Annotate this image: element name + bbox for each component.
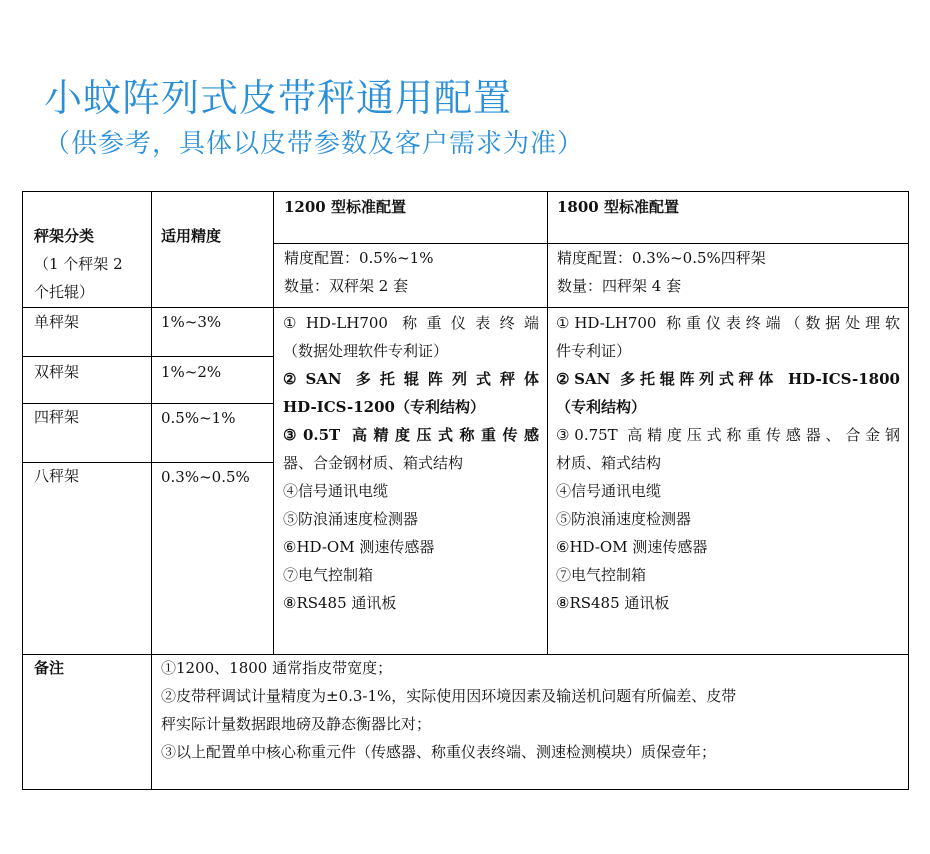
list-item: 件专利证） [556,342,632,360]
list-item: （专利结构） [556,398,647,416]
remark-item: ②皮带秤调试计量精度为±0.3-1%，实际使用因环境因素及输送机问题有所偏差、皮带 [161,687,737,705]
header-1800-config [557,244,766,300]
list-item: ⑥HD-OM 测速传感器 [556,538,708,556]
frame-octo: 八秤架 [34,467,80,485]
page-subtitle: （供参考，具体以皮带参数及客户需求为准） [44,129,585,159]
frame-single: 单秤架 [34,313,80,331]
grid-line [23,356,273,357]
list-item: ⑥HD-OM 测速传感器 [283,538,435,556]
header-precision-label: 适用精度 [161,227,222,245]
precision-single: 1%~3% [161,313,222,331]
grid-line [273,192,274,654]
list-item: 器、合金钢材质、箱式结构 [283,454,464,472]
frame-double: 双秤架 [34,363,80,381]
list-item: ⑤防浪涌速度检测器 [283,510,419,528]
header-frame-note: （1 个秤架 2 [34,255,123,273]
list-item: ⑤防浪涌速度检测器 [556,510,692,528]
config-quantity: 数量：四秤架 4 套 [557,277,682,295]
list-item: ②SAN 多托辊阵列式秤体 [283,370,539,388]
list-item: ②SAN 多托辊阵列式秤体 HD-ICS-1800 [556,370,900,388]
list-item: ⑦电气控制箱 [556,566,647,584]
list-item: ③0.5T 高精度压式称重传感 [283,426,539,444]
grid-line [547,192,548,654]
list-item: ④信号通讯电缆 [283,482,389,500]
list-item: ①HD-LH700 称重仪表终端 [283,314,539,332]
list-item: ①HD-LH700 称重仪表终端（数据处理软 [556,314,900,332]
header-1200-config [284,244,433,300]
config-precision: 精度配置：0.5%~1% [284,249,434,267]
grid-line [151,192,152,654]
list-item: ⑧RS485 通讯板 [283,594,397,612]
list-item: 材质、箱式结构 [556,454,662,472]
list-item: ⑧RS485 通讯板 [556,594,670,612]
list-item: ③0.75T 高精度压式称重传感器、合金钢 [556,426,900,444]
list-item: ⑦电气控制箱 [283,566,374,584]
header-frame-note: 个托辊） [34,283,95,301]
page-title: 小蚊阵列式皮带秤通用配置 [44,76,513,120]
grid-line [151,654,152,790]
list-1200 [283,309,539,617]
remark-item: ①1200、1800 通常指皮带宽度； [161,659,393,677]
header-frame-label: 秤架分类 [34,227,95,245]
frame-quad: 四秤架 [34,408,80,426]
list-item: HD-ICS-1200（专利结构） [283,398,485,416]
precision-octo: 0.3%~0.5% [161,468,250,486]
remark-item: 秤实际计量数据跟地磅及静态衡器比对； [161,715,432,733]
config-quantity: 数量：双秤架 2 套 [284,277,409,295]
config-table [22,191,909,790]
remarks-text [161,654,901,766]
remark-item: ③以上配置单中核心称重元件（传感器、称重仪表终端、测速检测模块）质保壹年； [161,743,717,761]
list-item: ④信号通讯电缆 [556,482,662,500]
precision-quad: 0.5%~1% [161,409,236,427]
config-precision: 精度配置：0.3%~0.5%四秤架 [557,249,766,267]
header-1200-title: 1200 型标准配置 [284,198,406,216]
remarks-label: 备注 [34,659,65,677]
grid-line [23,307,909,308]
header-1800-title: 1800 型标准配置 [557,198,679,216]
list-item: （数据处理软件专利证） [283,342,449,360]
precision-double: 1%~2% [161,363,222,381]
header-frame-cell [34,222,149,306]
list-1800 [556,309,900,617]
